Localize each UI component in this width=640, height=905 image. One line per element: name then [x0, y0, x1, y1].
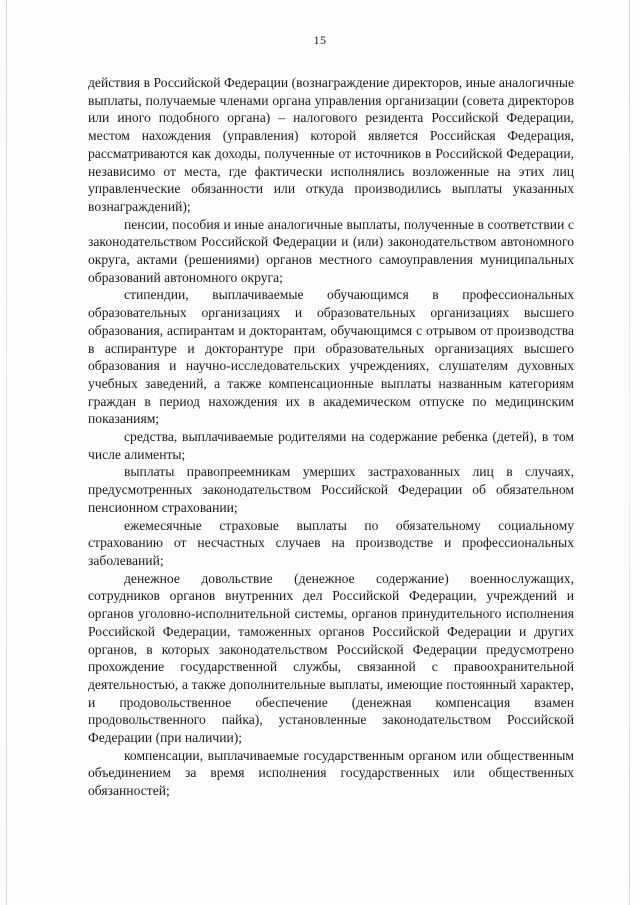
scan-edge-right: [629, 0, 630, 905]
scan-edge-left: [6, 0, 7, 905]
paragraph-monetary-allowance: денежное довольствие (денежное содержание) военнослужащих, сотрудников органов внутренних дел Российской Федерации, учреждений и органов уголовно-исполнительной системы, органов принудительного исполнения Российской Федерации, таможенных органов Российской Федерации и других органов, в которых законодательством Российской Федерации предусмотрено прохождение государственной службы, связанной с правоохранительной деятельностью, а также дополнительные выплаты, имеющие постоянный характер, и продовольственное обеспечение (денежная компенсация взамен продовольственного пайка), установленные законодательством Российской Федерации (при наличии);: [88, 570, 574, 746]
paragraph-income-directors: действия в Российской Федерации (вознаграждение директоров, иные аналогичные выплаты, получаемые членами органа управления организации (совета директоров или иного подобного органа) – налогового резидента Российской Федерации, местом нахождения (управления) которой является Российская Федерация, рассматриваются как доходы, полученные от источников в Российской Федерации, независимо от места, где фактически исполнялись возложенные на этих лиц управленческие обязанности или откуда производились выплаты указанных вознаграждений);: [88, 75, 574, 214]
paragraph-stipends: стипендии, выплачиваемые обучающимся в профессиональных образовательных организациях и образовательных организациях высшего образования, аспирантам и докторантам, обучающимся с отрывом от производства в аспирантуре и докторантуре при образовательных организациях высшего образования и научно-исследовательских учреждениях, слушателям духовных учебных заведений, а также компенсационные выплаты названным категориям граждан в период нахождения их в академическом отпуске по медицинским показаниям;: [88, 287, 574, 427]
page-number: 15: [313, 33, 327, 47]
paragraph-successor-payments: выплаты правопреемникам умерших застрахованных лиц в случаях, предусмотренных законодательством Российской Федерации об обязательном пенсионном страховании;: [88, 464, 574, 515]
paragraph-child-support: средства, выплачиваемые родителями на содержание ребенка (детей), в том числе алименты;: [88, 429, 574, 462]
paragraph-pensions: пенсии, пособия и иные аналогичные выплаты, полученные в соответствии с законодательством Российской Федерации и (или) законодательством автономного округа, актами (решениями) органов местного самоуправления муниципальных образований автономного округа;: [88, 216, 574, 285]
paragraph-compensations: компенсации, выплачиваемые государственным органом или общественным объединением за время исполнения государственных или общественных обязанностей;: [88, 747, 574, 799]
paragraph-insurance-payments: ежемесячные страховые выплаты по обязательному социальному страхованию от несчастных случаев на производстве и профессиональных заболеваний;: [88, 517, 574, 568]
document-body: [88, 74, 574, 800]
